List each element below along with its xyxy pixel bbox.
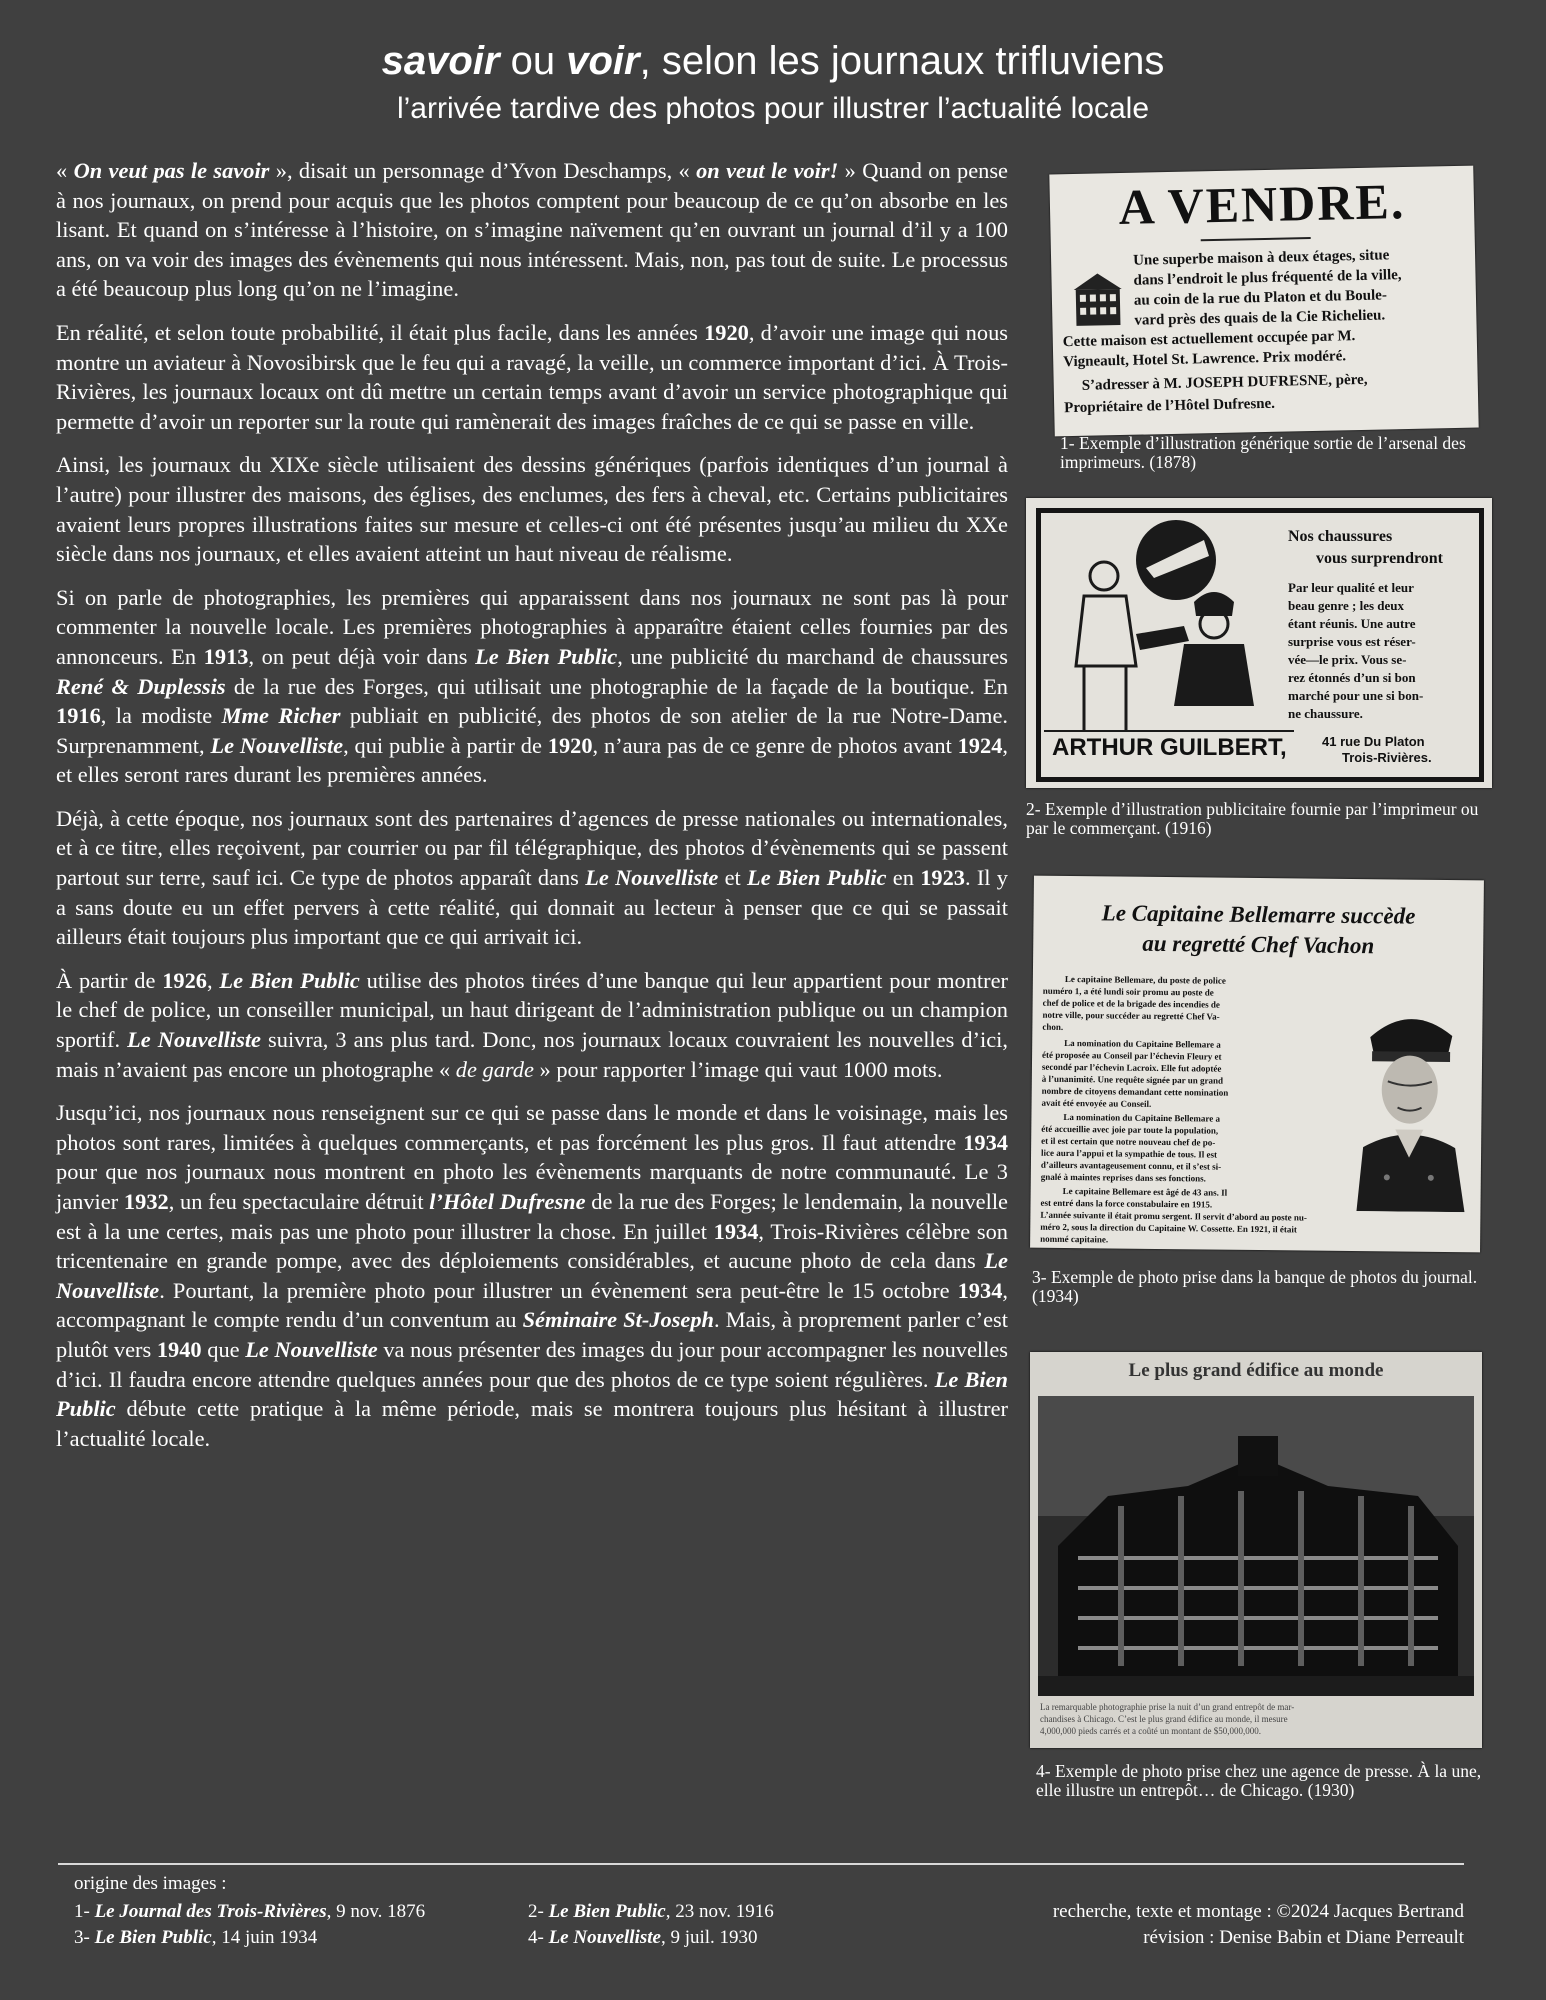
- emphasis-italic: de garde: [455, 1056, 534, 1082]
- text-run: , qui publie à partir de: [343, 732, 548, 758]
- text-run: . Pourtant, la première photo pour illustrer un évènement sera peut-être le 15 octobre: [159, 1277, 958, 1303]
- title-word-voir: voir: [566, 39, 640, 83]
- emphasis-year: 1913: [203, 643, 249, 669]
- figure-2-line: surprise vous est réser-: [1288, 634, 1416, 649]
- source-number: 2-: [528, 1901, 549, 1922]
- figure-2-line: étant réunis. Une autre: [1288, 616, 1416, 631]
- title-word-ou: ou: [499, 39, 567, 83]
- emphasis-year: 1920: [704, 319, 749, 345]
- emphasis-year: 1916: [56, 703, 101, 729]
- figure-3-line: secondé par l’échevin Lacroix. Elle fut adoptée: [1041, 1061, 1222, 1074]
- source-number: 3-: [74, 1927, 95, 1948]
- text-run: En réalité, et selon toute probabilité, il était plus facile, dans les années: [56, 319, 705, 345]
- emphasis-year: 1924: [957, 732, 1003, 758]
- figure-3-bellemare: [1030, 876, 1484, 1253]
- figure-3-line: lice aura l’appui et la sympathie de tous. Il est: [1041, 1147, 1218, 1160]
- image-source-2: [528, 1900, 774, 1924]
- figure-2-caption: 2- Exemple d’illustration publicitaire fournie par l’imprimeur ou par le commerçant. (1916): [1026, 799, 1479, 838]
- emphasis-title: Le Bien Public: [219, 967, 360, 993]
- text-run: » pour rapporter l’image qui vaut 1000 mots.: [533, 1056, 943, 1082]
- figure-3-line: été proposée au Conseil par l’échevin Fleury et: [1042, 1049, 1222, 1062]
- emphasis-year: 1934: [963, 1129, 1008, 1155]
- figure-1-caption: 1- Exemple d’illustration générique sortie de l’arsenal des imprimeurs. (1878): [1060, 433, 1466, 472]
- page-title: [0, 36, 1546, 86]
- text-run: suivra, 3 ans plus tard. Donc, nos journaux locaux couvraient les nouvelles d’ici, mais n’avaient pas encore un photographe «: [56, 1027, 1008, 1082]
- figure-3-line: à l’unanimité. Une requête signée par un grand: [1041, 1073, 1224, 1086]
- source-date: , 9 juil. 1930: [660, 1927, 758, 1948]
- emphasis-title: Séminaire St-Joseph: [522, 1307, 715, 1333]
- figure-2-address: Trois-Rivières.: [1342, 750, 1432, 765]
- text-run: de la rue des Forges, qui utilisait une photographie de la façade de la boutique. En: [225, 673, 1008, 699]
- page-subtitle: l’arrivée tardive des photos pour illustrer l’actualité locale: [396, 92, 1150, 125]
- figure-2-merchant: ARTHUR GUILBERT,: [1052, 734, 1287, 761]
- figure-1-line: Vigneault, Hotel St. Lawrence. Prix modéré.: [1063, 348, 1347, 371]
- image-origin-label: origine des images :: [74, 1873, 227, 1894]
- text-run: , et elles seront rares durant les premières années.: [56, 732, 1008, 788]
- figure-3-heading: au regretté Chef Vachon: [1142, 930, 1375, 959]
- article-paragraph: [56, 450, 1008, 568]
- figure-3-line: L’année suivante il était promu sergent. Il servit d’abord au poste nu-: [1040, 1209, 1307, 1223]
- emphasis-year: 1940: [156, 1336, 202, 1362]
- emphasis-year: 1923: [920, 865, 965, 891]
- warehouse-night-photo: [1038, 1396, 1474, 1696]
- text-run: débute cette pratique à la même période, mais se montrera toujours plus hésitant à illustrer l’actualité locale.: [56, 1396, 1008, 1451]
- emphasis-title: Le Nouvelliste: [127, 1027, 261, 1053]
- figure-3-line: chef de police et de la brigade des incendies de: [1042, 997, 1220, 1010]
- figure-4-caption-line: chandises à Chicago. C’est le plus grand édifice au monde, il mesure: [1040, 1714, 1288, 1724]
- title-rest: , selon les journaux trifluviens: [639, 39, 1165, 83]
- figure-1-line: Cette maison est actuellement occupée par M.: [1062, 328, 1356, 351]
- figure-3-line: numéro 1, a été lundi soir promu au poste de: [1042, 985, 1214, 998]
- source-title: Le Nouvelliste: [548, 1927, 661, 1948]
- figure-1-heading: A VENDRE.: [1118, 173, 1406, 236]
- figure-3-line: été accueillie avec joie par toute la population,: [1041, 1123, 1219, 1136]
- figure-2-illustration: [1044, 516, 1294, 736]
- text-run: publiait en publicité, des photos de son atelier de la rue Notre-Dame. Surprenamment,: [56, 703, 1008, 758]
- text-run: , accompagnant le compte rendu d’un conventum au: [56, 1277, 1008, 1333]
- image-source-3: [74, 1926, 317, 1950]
- text-run: », disait un personnage d’Yvon Deschamps, «: [269, 158, 697, 183]
- figure-3-heading: Le Capitaine Bellemarre succède: [1101, 900, 1416, 929]
- figure-2-guilbert-ad: [1026, 498, 1492, 788]
- figure-2-line: vée—le prix. Vous se-: [1288, 652, 1407, 667]
- text-run: de la rue des Forges; le lendemain, la nouvelle est à la une certes, mais pas une photo pour illustrer la chose. En juillet: [56, 1189, 1008, 1244]
- article-paragraph: [56, 156, 1008, 304]
- text-run: . Mais, à proprement parler c’est plutôt vers: [56, 1307, 1008, 1362]
- figure-4-caption: 4- Exemple de photo prise chez une agence de presse. À la une, elle illustre un entrepôt… de Chicago. (1930): [1036, 1761, 1482, 1800]
- figure-3-line: La nomination du Capitaine Bellemare a: [1063, 1111, 1221, 1124]
- text-run: Si on parle de photographies, les premières qui apparaissent dans nos journaux ne sont pas là pour commenter la nouvelle locale. Les premières photographies à apparaître étaient celles fournies par des annonceurs. En: [56, 584, 1008, 669]
- emphasis-title: Le Nouvelliste: [585, 865, 719, 891]
- footer-divider: [58, 1863, 1464, 1865]
- figure-3-line: avait été envoyée au Conseil.: [1041, 1097, 1152, 1109]
- text-run: que: [201, 1336, 246, 1362]
- emphasis-year: 1934: [957, 1277, 1003, 1303]
- emphasis-title: Mme Richer: [221, 703, 341, 729]
- figure-3-line: La nomination du Capitaine Bellemare a: [1064, 1037, 1221, 1050]
- figure-3-line: chon.: [1042, 1021, 1064, 1032]
- figure-2-line: beau genre ; les deux: [1288, 598, 1405, 613]
- figure-3-line: Le capitaine Bellemare est âgé de 43 ans. Il: [1062, 1185, 1228, 1198]
- emphasis-title: Le Bien Public: [56, 1366, 1008, 1422]
- page-header: [0, 36, 1546, 128]
- text-run: et: [718, 865, 748, 891]
- figure-1-line: vard près des quais de la Cie Richelieu.: [1134, 307, 1386, 329]
- emphasis-title: Le Nouvelliste: [245, 1336, 378, 1362]
- figure-4-heading: Le plus grand édifice au monde: [1128, 1360, 1384, 1381]
- text-run: utilise des photos tirées d’une banque qui leur appartient pour montrer le chef de police, un conseiller municipal, un haut dirigeant de l’administration publique ou un champion sportif.: [56, 967, 1008, 1053]
- source-number: 4-: [528, 1927, 549, 1948]
- text-run: ,: [206, 967, 220, 993]
- figure-3-line: nommé capitaine.: [1040, 1233, 1109, 1245]
- text-run: , la modiste: [100, 703, 222, 729]
- figure-4-caption-line: 4,000,000 pieds carrés et a coûté un montant de $50,000,000.: [1040, 1726, 1261, 1736]
- text-run: À partir de: [56, 967, 163, 993]
- figure-3-line: est entré dans la force constabulaire en 1915.: [1040, 1197, 1213, 1210]
- figure-2-heading: Nos chaussures: [1288, 528, 1393, 545]
- figure-3-line: nombre de citoyens demandant cette nomination: [1041, 1085, 1229, 1098]
- text-run: pour que nos journaux nous montrent en photo les évènements marquants de notre communauté. Le 3 janvier: [56, 1159, 1008, 1214]
- source-title: Le Bien Public: [548, 1901, 666, 1922]
- article-paragraph: [56, 966, 1008, 1084]
- text-run: , un feu spectaculaire détruit: [168, 1189, 430, 1214]
- text-run: , d’avoir une image qui nous montre un aviateur à Novosibirsk que le feu qui a ravagé, la veille, un commerce important d’ici. À Trois-Rivières, les journaux locaux ont dû mettre un certain temps avant d’avoir un service photographique qui permette d’avoir un reporter sur la route qui ramènerait des images fraîches de ce qui se passe en ville.: [56, 319, 1008, 434]
- figure-1-line: S’adresser à M. JOSEPH DUFRESNE, père,: [1081, 371, 1368, 394]
- emphasis-title: Le Nouvelliste: [210, 732, 344, 758]
- source-date: , 9 nov. 1876: [326, 1901, 426, 1922]
- figure-1-line: dans l’endroit le plus fréquenté de la ville,: [1133, 267, 1402, 289]
- emphasis-year: 1934: [713, 1218, 759, 1244]
- text-run: , une publicité du marchand de chaussures: [617, 643, 1008, 669]
- emphasis-title: On veut pas le savoir: [73, 158, 270, 183]
- figure-2-line: rez étonnés d’un si bon: [1288, 670, 1416, 685]
- text-run: Déjà, à cette époque, nos journaux sont des partenaires d’agences de presse nationales ou internationales, et à ce titre, elles reçoivent, par courrier ou par fil télégraphique, des photos d’évènements qui se passent partout sur terre, sauf ici. Ce type de photos apparaît dans: [56, 805, 1008, 891]
- figure-2-line: ne chaussure.: [1288, 706, 1363, 721]
- emphasis-year: 1920: [547, 732, 593, 758]
- figure-1-line: Une superbe maison à deux étages, situe: [1132, 247, 1390, 269]
- figure-3-line: méro 2, sous la direction du Capitaine W. Cossette. En 1921, il était: [1040, 1221, 1298, 1235]
- figure-3-line: notre ville, pour succéder au regretté Chef Va-: [1042, 1009, 1220, 1022]
- article-paragraph: [56, 804, 1008, 952]
- source-title: Le Journal des Trois-Rivières: [94, 1901, 327, 1922]
- emphasis-title: Le Bien Public: [475, 643, 618, 669]
- emphasis-year: 1932: [123, 1189, 169, 1214]
- image-source-4: [528, 1926, 758, 1950]
- house-icon: [1069, 269, 1126, 328]
- article-body: [56, 156, 1008, 1467]
- text-run: » Quand on pense à nos journaux, on prend pour acquis que les photos comptent pour beaucoup de ce qu’on absorbe en les lisant. Et quand on s’intéresse à l’histoire, on s’imagine naïvement qu’en ouvrant un journal d’il y a 100 ans, on va voir des images des évènements qui nous intéressent. Mais, non, pas tout de suite. Le processus a été beaucoup plus long qu’on ne l’imagine.: [56, 158, 1008, 302]
- figure-1-line: Propriétaire de l’Hôtel Dufresne.: [1064, 395, 1276, 417]
- emphasis-year: 1926: [162, 967, 207, 993]
- text-run: en: [886, 865, 921, 891]
- figure-2-line: marché pour une si bon-: [1288, 688, 1424, 703]
- text-run: , on peut déjà voir dans: [248, 643, 476, 669]
- credits-research: recherche, texte et montage : ©2024 Jacques Bertrand: [1052, 1901, 1464, 1922]
- figure-3-line: d’ailleurs avantageusement connu, et il s’est si-: [1040, 1159, 1222, 1172]
- emphasis-title: Le Bien Public: [747, 865, 887, 891]
- emphasis-title: l’Hôtel Dufresne: [429, 1189, 586, 1214]
- figure-1-rule: [1201, 237, 1311, 241]
- police-chief-portrait: [1346, 997, 1472, 1212]
- text-run: «: [56, 158, 74, 183]
- emphasis-title: Le Nouvelliste: [56, 1248, 1008, 1303]
- credits-revision: révision : Denise Babin et Diane Perreault: [1143, 1927, 1464, 1948]
- article-paragraph: [56, 583, 1008, 790]
- text-run: va nous présenter des images du jour pour accompagner les nouvelles d’ici. Il faudra encore attendre quelques années pour que des photos de ce type soient régulières.: [56, 1336, 1008, 1392]
- text-run: . Il y a sans doute eu un effet pervers à cette réalité, qui donnait au lecteur à penser que ce qui se passait ailleurs était toujours plus important que ce qui arrivait ici.: [56, 865, 1008, 950]
- figure-3-line: Le capitaine Bellemare, du poste de police: [1064, 973, 1227, 986]
- source-number: 1-: [74, 1901, 95, 1922]
- text-run: , n’aura pas de ce genre de photos avant: [592, 732, 958, 758]
- figure-3-caption: 3- Exemple de photo prise dans la banque de photos du journal. (1934): [1032, 1267, 1478, 1306]
- emphasis-title: René & Duplessis: [56, 673, 226, 699]
- article-paragraph: [56, 1098, 1008, 1453]
- figure-2-line: Par leur qualité et leur: [1288, 580, 1414, 595]
- article-paragraph: [56, 318, 1008, 436]
- figure-4-building: [1030, 1352, 1482, 1748]
- title-word-savoir: savoir: [381, 39, 500, 83]
- source-date: , 14 juin 1934: [211, 1927, 318, 1948]
- image-source-1: [74, 1900, 425, 1924]
- text-run: , Trois-Rivières célèbre son tricentenaire en grande pompe, avec des déploiements considérables, et aucune photo de cela dans: [56, 1218, 1008, 1274]
- text-run: Ainsi, les journaux du XIXe siècle utilisaient des dessins génériques (parfois identiques d’un journal à l’autre) pour illustrer des maisons, des églises, des enclumes, des fers à cheval, etc. Certains publicitaires avaient leurs propres illustrations faites sur mesure et celles-ci ont été présentes jusqu’au milieu du XXe siècle dans nos journaux, et elles avaient atteint un haut niveau de réalisme.: [56, 452, 1008, 567]
- figure-1-a-vendre: [1049, 166, 1478, 437]
- figure-2-address: 41 rue Du Platon: [1322, 734, 1425, 749]
- emphasis-title: on veut le voir!: [696, 158, 839, 183]
- figure-3-line: gnalé à maintes reprises dans ses fonctions.: [1040, 1171, 1206, 1184]
- figure-2-heading: vous surprendront: [1316, 550, 1443, 567]
- figure-4-caption-line: La remarquable photographie prise la nuit d’un grand entrepôt de mar-: [1040, 1702, 1295, 1712]
- source-title: Le Bien Public: [94, 1927, 212, 1948]
- text-run: Jusqu’ici, nos journaux nous renseignent sur ce qui se passe dans le monde et dans le voisinage, mais les photos sont rares, limitées à quelques commerçants, et pas forcément les plus gros. Il faut attendre: [56, 1100, 1008, 1155]
- figure-3-line: et il est certain que notre nouveau chef de po-: [1041, 1135, 1216, 1148]
- figure-3-article-column: [1040, 974, 1339, 1247]
- figure-1-line: au coin de la rue du Platon et du Boule-: [1133, 287, 1388, 309]
- source-date: , 23 nov. 1916: [665, 1901, 774, 1922]
